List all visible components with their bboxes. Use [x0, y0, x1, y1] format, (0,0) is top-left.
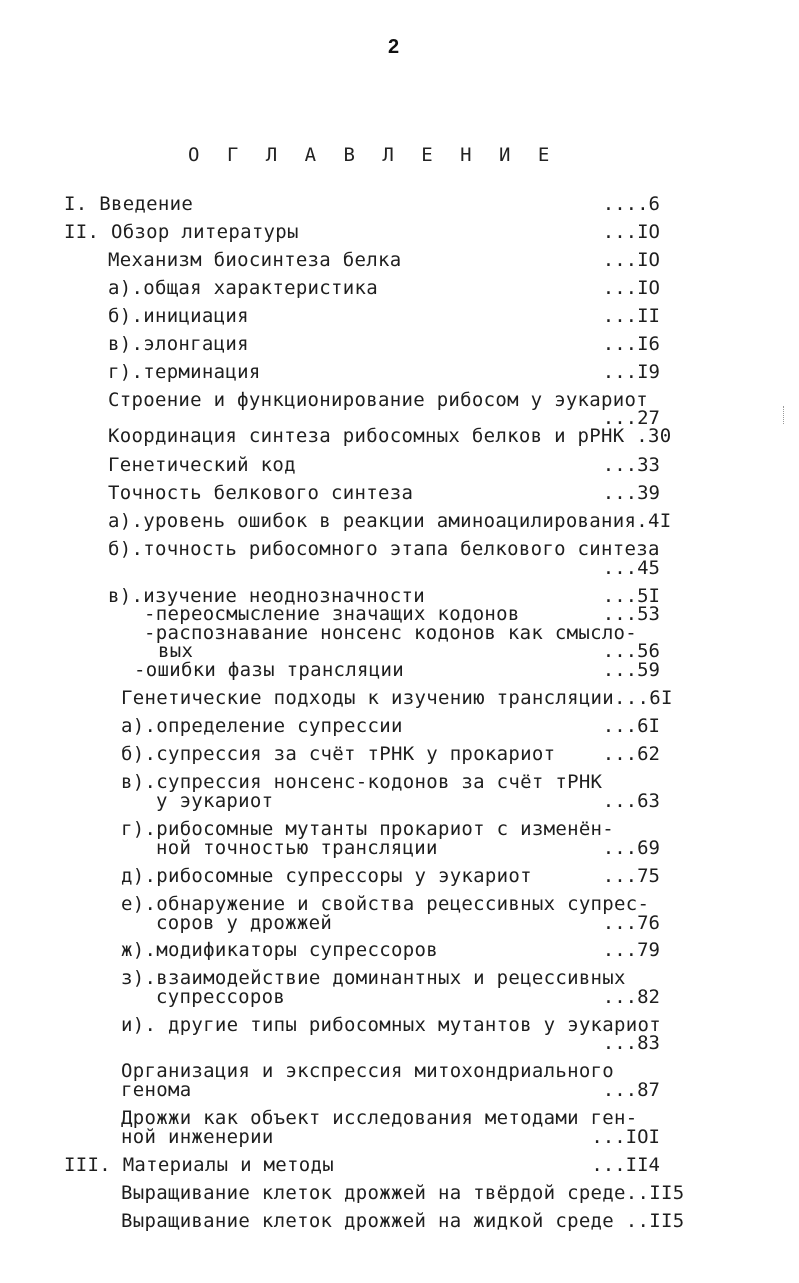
toc-page: ...39 [602, 482, 660, 504]
toc-entry: Координация синтеза рибосомных белков и рРНК .30 [108, 425, 672, 447]
toc-entry: б).точность рибосомного этапа белкового синтеза [108, 538, 660, 560]
toc-page: ...6I [602, 715, 660, 737]
toc-page: ...IO [602, 277, 660, 299]
toc-entry: Точность белкового синтеза [108, 482, 414, 504]
toc-page: ...IO [602, 249, 660, 271]
toc-entry: г).терминация [108, 361, 261, 383]
toc-entry: Выращивание клеток дрожжей на жидкой среде ..II5 [121, 1210, 685, 1232]
toc-page: ...45 [602, 557, 660, 579]
page-title: О Г Л А В Л Е Н И Е [188, 144, 558, 166]
toc-page: ...5I [602, 585, 660, 607]
toc-entry: Организация и экспрессия митохондриального [121, 1060, 615, 1082]
toc-page: ...63 [602, 790, 660, 812]
toc-entry: -ошибки фазы трансляции [134, 659, 404, 681]
toc-page: ...59 [602, 659, 660, 681]
toc-page: ...87 [602, 1079, 660, 1101]
toc-page: ...IOI [591, 1126, 660, 1148]
toc-page: ....6 [602, 193, 660, 215]
toc-entry: и). другие типы рибосомных мутантов у эукариот [121, 1014, 661, 1036]
toc-page: ...II [602, 305, 660, 327]
toc-page: ...69 [602, 837, 660, 859]
toc-entry: Механизм биосинтеза белка [108, 249, 402, 271]
toc-page: ...79 [602, 939, 660, 961]
toc-entry: а).определение супрессии [121, 715, 403, 737]
toc-entry: супрессоров [156, 986, 286, 1008]
toc-page: ...II4 [591, 1154, 660, 1176]
toc-entry: -переосмысление значащих кодонов [144, 603, 520, 625]
toc-page: ...27 [602, 407, 660, 429]
toc-entry: Генетический код [108, 454, 296, 476]
toc-entry: в).изучение неоднозначности [108, 585, 425, 607]
toc-entry: -распознавание нонсенс кодонов как смысло- [144, 622, 638, 644]
toc-entry-introduction: I. Введение [64, 193, 194, 215]
toc-entry: у эукариот [156, 790, 274, 812]
toc-entry-literature-review: II. Обзор литературы [64, 221, 299, 243]
toc-entry: Генетические подходы к изучению трансляции...6I [121, 687, 673, 709]
toc-entry: вых [158, 640, 194, 662]
scan-edge-mark [783, 406, 786, 424]
toc-entry: д).рибосомные супрессоры у эукариот [121, 865, 532, 887]
toc-entry: в).элонгация [108, 333, 249, 355]
toc-entry: Дрожжи как объект исследования методами ген- [121, 1107, 638, 1129]
toc-page: ...82 [602, 986, 660, 1008]
toc-entry: генома [121, 1079, 192, 1101]
toc-entry: б).инициация [108, 305, 249, 327]
toc-page: ...76 [602, 912, 660, 934]
toc-entry: г).рибосомные мутанты прокариот с изменён- [121, 818, 615, 840]
toc-entry: а).уровень ошибок в реакции аминоацилирования.4I [108, 510, 672, 532]
toc-page: ...I9 [602, 361, 660, 383]
toc-entry: з).взаимодействие доминантных и рецессивных [121, 967, 626, 989]
toc-entry: е).обнаружение и свойства рецессивных супрес- [121, 893, 650, 915]
toc-page: ...62 [602, 743, 660, 765]
toc-entry: Строение и функционирование рибосом у эукариот [108, 389, 648, 411]
toc-entry: соров у дрожжей [156, 912, 333, 934]
toc-entry: в).супрессия нонсенс-кодонов за счёт тРНК [121, 771, 603, 793]
toc-page: ...IO [602, 221, 660, 243]
toc-entry-materials-methods: III. Материалы и методы [64, 1154, 334, 1176]
toc-entry: б).супрессия за счёт тРНК у прокариот [121, 743, 556, 765]
toc-page: ...56 [602, 640, 660, 662]
toc-page: ...33 [602, 454, 660, 476]
toc-entry: ной инженерии [121, 1126, 274, 1148]
page-number: 2 [388, 36, 400, 58]
toc-entry: ной точностью трансляции [156, 837, 438, 859]
toc-entry: Выращивание клеток дрожжей на твёрдой среде..II5 [121, 1182, 685, 1204]
toc-page: ...53 [602, 603, 660, 625]
toc-page: ...75 [602, 865, 660, 887]
toc-page: ...I6 [602, 333, 660, 355]
toc-page: ...83 [602, 1032, 660, 1054]
toc-entry: а).общая характеристика [108, 277, 378, 299]
toc-entry: ж).модификаторы супрессоров [121, 939, 438, 961]
